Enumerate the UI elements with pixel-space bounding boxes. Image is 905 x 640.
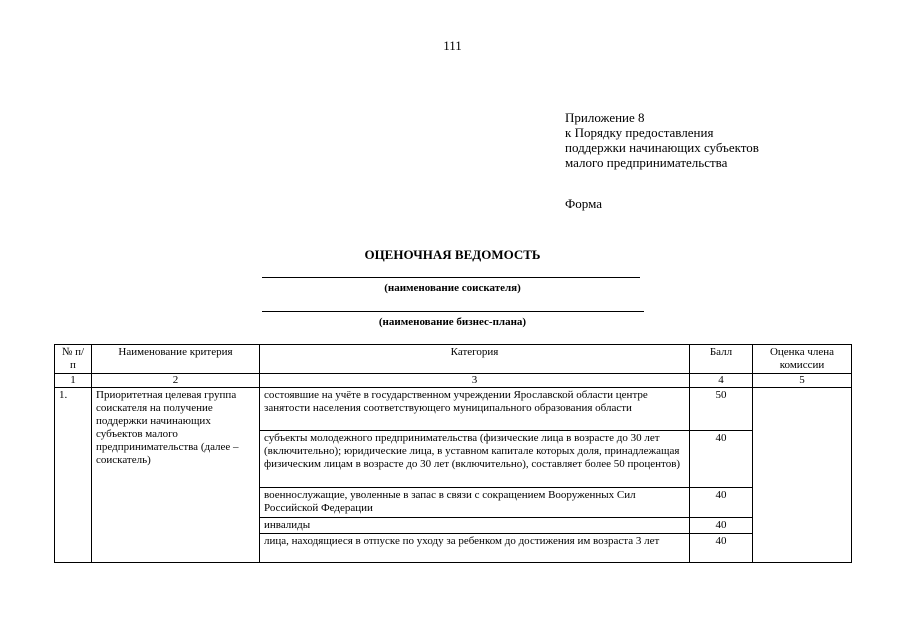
column-number: 5 (753, 374, 852, 388)
criterion-name: Приоритетная целевая группа соискателя на получение поддержки начинающих субъектов малого предпринимательства (далее – соискатель) (92, 388, 260, 563)
header-num: № п/п (55, 345, 92, 374)
column-number: 4 (690, 374, 753, 388)
category-score: 40 (690, 518, 752, 534)
applicant-name-line (262, 277, 640, 278)
column-number: 2 (92, 374, 260, 388)
form-label: Форма (565, 196, 602, 211)
category-score: 40 (715, 535, 727, 547)
column-number: 3 (260, 374, 690, 388)
category-score: 40 (690, 431, 752, 488)
applicant-caption: (наименование соискателя) (384, 282, 521, 294)
header-criterion: Наименование критерия (92, 345, 260, 374)
category-item: военнослужащие, уволенные в запас в связи с сокращением Вооруженных Сил Российской Федерации (260, 488, 689, 518)
header-category: Категория (260, 345, 690, 374)
category-item: состоявшие на учёте в государственном учреждении Ярославской области центре занятости населения соответствующего муниципального образования области (260, 388, 689, 431)
page-number: 111 (443, 38, 462, 53)
document-title: ОЦЕНОЧНАЯ ВЕДОМОСТЬ (364, 247, 541, 262)
score-cell (690, 388, 753, 563)
table-row (55, 388, 852, 563)
evaluation-table (54, 344, 852, 563)
category-item: субъекты молодежного предпринимательства (физические лица в возрасте до 30 лет (включительно); юридические лица, в уставном капитале которых доля, принадлежащая физическим лицам в возрасте до 30 лет (включительно), составляет более 50 процентов) (260, 431, 689, 488)
appendix-line: Приложение 8 (565, 110, 645, 125)
commission-rating-cell[interactable] (753, 388, 852, 563)
appendix-line: поддержки начинающих субъектов (565, 140, 759, 155)
appendix-block (565, 110, 759, 170)
row-number: 1. (55, 388, 92, 563)
appendix-line: малого предпринимательства (565, 155, 728, 170)
category-cell (260, 388, 690, 563)
table-header-row (55, 345, 852, 374)
business-plan-caption: (наименование бизнес-плана) (378, 316, 527, 328)
category-score: 40 (690, 488, 752, 518)
header-score: Балл (690, 345, 753, 374)
category-score: 50 (690, 388, 752, 431)
category-item: лица, находящиеся в отпуске по уходу за ребенком до достижения им возраста 3 лет (264, 535, 660, 547)
column-number: 1 (55, 374, 92, 388)
business-plan-line (262, 311, 644, 312)
appendix-line: к Порядку предоставления (565, 125, 714, 140)
category-item: инвалиды (260, 518, 689, 534)
header-rating: Оценка члена комиссии (753, 345, 852, 374)
column-number-row (55, 374, 852, 388)
